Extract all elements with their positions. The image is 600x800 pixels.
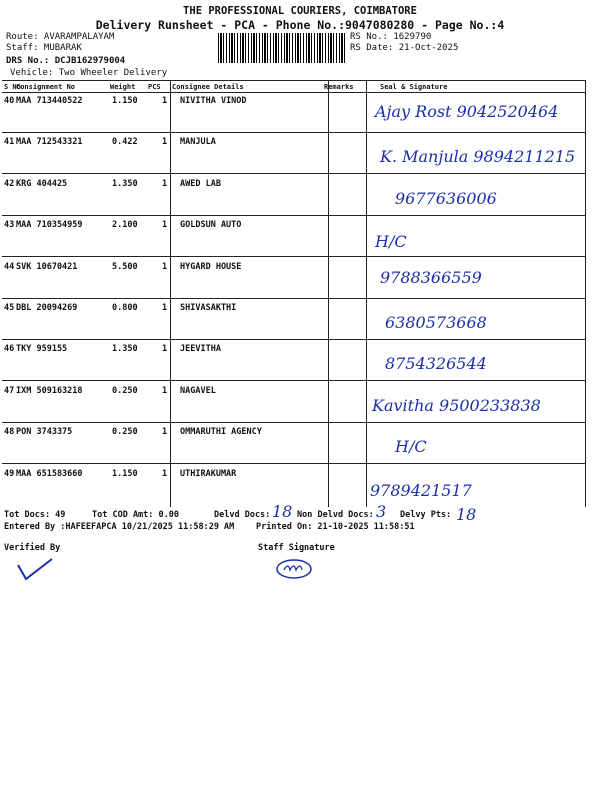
entered-by: Entered By :HAFEEFAPCA 10/21/2025 11:58:29 AM	[4, 522, 235, 532]
row-consignment-no: DBL 20094269	[16, 303, 78, 313]
table-row	[2, 216, 586, 257]
table-row	[2, 382, 586, 423]
table-row	[2, 133, 586, 174]
row-pcs: 1	[162, 220, 168, 230]
row-handwritten-signature: 8754326544	[385, 354, 487, 373]
tot-docs: Tot Docs: 49	[4, 510, 66, 520]
row-consignee: AWED LAB	[180, 179, 221, 189]
row-handwritten-signature: 9788366559	[380, 268, 482, 287]
row-consignment-no: MAA 713440522	[16, 96, 83, 106]
row-consignment-no: IXM 509163218	[16, 386, 83, 396]
row-consignee: NIVITHA VINOD	[180, 96, 247, 106]
row-sno: 41	[4, 137, 15, 147]
row-consignee: OMMARUTHI AGENCY	[180, 427, 262, 437]
row-handwritten-signature: 9677636006	[395, 189, 497, 208]
row-handwritten-signature: 6380573668	[385, 313, 487, 332]
col-consignee: Consignee Details	[172, 83, 244, 91]
row-sno: 40	[4, 96, 15, 106]
table-row	[2, 465, 586, 506]
row-weight: 0.250	[112, 386, 138, 396]
row-pcs: 1	[162, 469, 168, 479]
row-weight: 0.422	[112, 137, 138, 147]
row-handwritten-signature: H/C	[395, 437, 427, 456]
col-pcs: PCS	[148, 83, 161, 91]
table-row	[2, 423, 586, 464]
row-consignment-no: MAA 712543321	[16, 137, 83, 147]
rs-date: RS Date: 21-Oct-2025	[350, 43, 459, 53]
table-row	[2, 340, 586, 381]
row-consignee: UTHIRAKUMAR	[180, 469, 237, 479]
table-row	[2, 175, 586, 216]
staff-signature-label: Staff Signature	[258, 543, 335, 553]
row-consignment-no: SVK 10670421	[16, 262, 78, 272]
runsheet-title: Delivery Runsheet - PCA - Phone No.:9047080280 - Page No.:4	[95, 18, 505, 32]
col-remarks: Remarks	[324, 83, 354, 91]
row-pcs: 1	[162, 303, 168, 313]
row-sno: 47	[4, 386, 15, 396]
verified-by-label: Verified By	[4, 543, 61, 553]
row-consignment-no: MAA 651583660	[16, 469, 83, 479]
row-handwritten-signature: Kavitha 9500233838	[372, 396, 541, 415]
row-weight: 1.350	[112, 179, 138, 189]
printed-on: Printed On: 21-10-2025 11:58:51	[256, 522, 415, 532]
col-sno: S No	[4, 83, 21, 91]
row-consignee: JEEVITHA	[180, 344, 221, 354]
row-weight: 1.150	[112, 96, 138, 106]
row-sno: 45	[4, 303, 15, 313]
row-handwritten-signature: 9789421517	[370, 481, 472, 500]
row-pcs: 1	[162, 386, 168, 396]
row-pcs: 1	[162, 262, 168, 272]
row-pcs: 1	[162, 137, 168, 147]
row-weight: 1.150	[112, 469, 138, 479]
delivery-points-value: 18	[456, 505, 477, 524]
row-sno: 49	[4, 469, 15, 479]
row-weight: 5.500	[112, 262, 138, 272]
row-consignment-no: MAA 710354959	[16, 220, 83, 230]
vehicle: Vehicle: Two Wheeler Delivery	[10, 68, 168, 78]
row-pcs: 1	[162, 427, 168, 437]
company-name: THE PROFESSIONAL COURIERS, COIMBATORE	[183, 5, 417, 17]
row-consignee: MANJULA	[180, 137, 216, 147]
row-consignee: NAGAVEL	[180, 386, 216, 396]
row-pcs: 1	[162, 96, 168, 106]
non-delivered-docs-label: Non Delvd Docs:	[297, 510, 374, 520]
row-weight: 2.100	[112, 220, 138, 230]
staff: Staff: MUBARAK	[6, 43, 82, 53]
row-pcs: 1	[162, 179, 168, 189]
row-handwritten-signature: K. Manjula 9894211215	[380, 147, 576, 166]
row-sno: 42	[4, 179, 15, 189]
delivery-points-label: Delvy Pts:	[400, 510, 452, 520]
row-consignee: GOLDSUN AUTO	[180, 220, 242, 230]
col-consignment: Consignment No	[16, 83, 76, 91]
row-consignment-no: KRG 404425	[16, 179, 68, 189]
table-row	[2, 258, 586, 299]
barcode	[218, 33, 346, 63]
table-row	[2, 299, 586, 340]
row-sno: 44	[4, 262, 15, 272]
row-sno: 48	[4, 427, 15, 437]
non-delivered-docs-value: 3	[376, 502, 387, 521]
col-weight: Weight	[110, 83, 136, 91]
row-sno: 43	[4, 220, 15, 230]
staff-signature-mark	[272, 556, 316, 582]
row-pcs: 1	[162, 344, 168, 354]
drs-number: DRS No.: DCJB162979004	[6, 56, 126, 66]
col-seal-signature: Seal & Signature	[380, 83, 448, 91]
delivered-docs-value: 18	[272, 502, 293, 521]
tot-cod-amount: Tot COD Amt: 0.00	[92, 510, 179, 520]
row-handwritten-signature: H/C	[375, 232, 407, 251]
route: Route: AVARAMPALAYAM	[6, 32, 115, 42]
row-consignee: HYGARD HOUSE	[180, 262, 242, 272]
row-consignee: SHIVASAKTHI	[180, 303, 237, 313]
row-consignment-no: PON 3743375	[16, 427, 73, 437]
verified-signature-mark	[12, 555, 62, 585]
delivered-docs-label: Delvd Docs:	[214, 510, 271, 520]
rs-number: RS No.: 1629790	[350, 32, 432, 42]
table-row	[2, 92, 586, 133]
row-weight: 0.250	[112, 427, 138, 437]
row-sno: 46	[4, 344, 15, 354]
row-weight: 1.350	[112, 344, 138, 354]
row-weight: 0.800	[112, 303, 138, 313]
row-handwritten-signature: Ajay Rost 9042520464	[375, 102, 559, 121]
row-consignment-no: TKY 959155	[16, 344, 68, 354]
